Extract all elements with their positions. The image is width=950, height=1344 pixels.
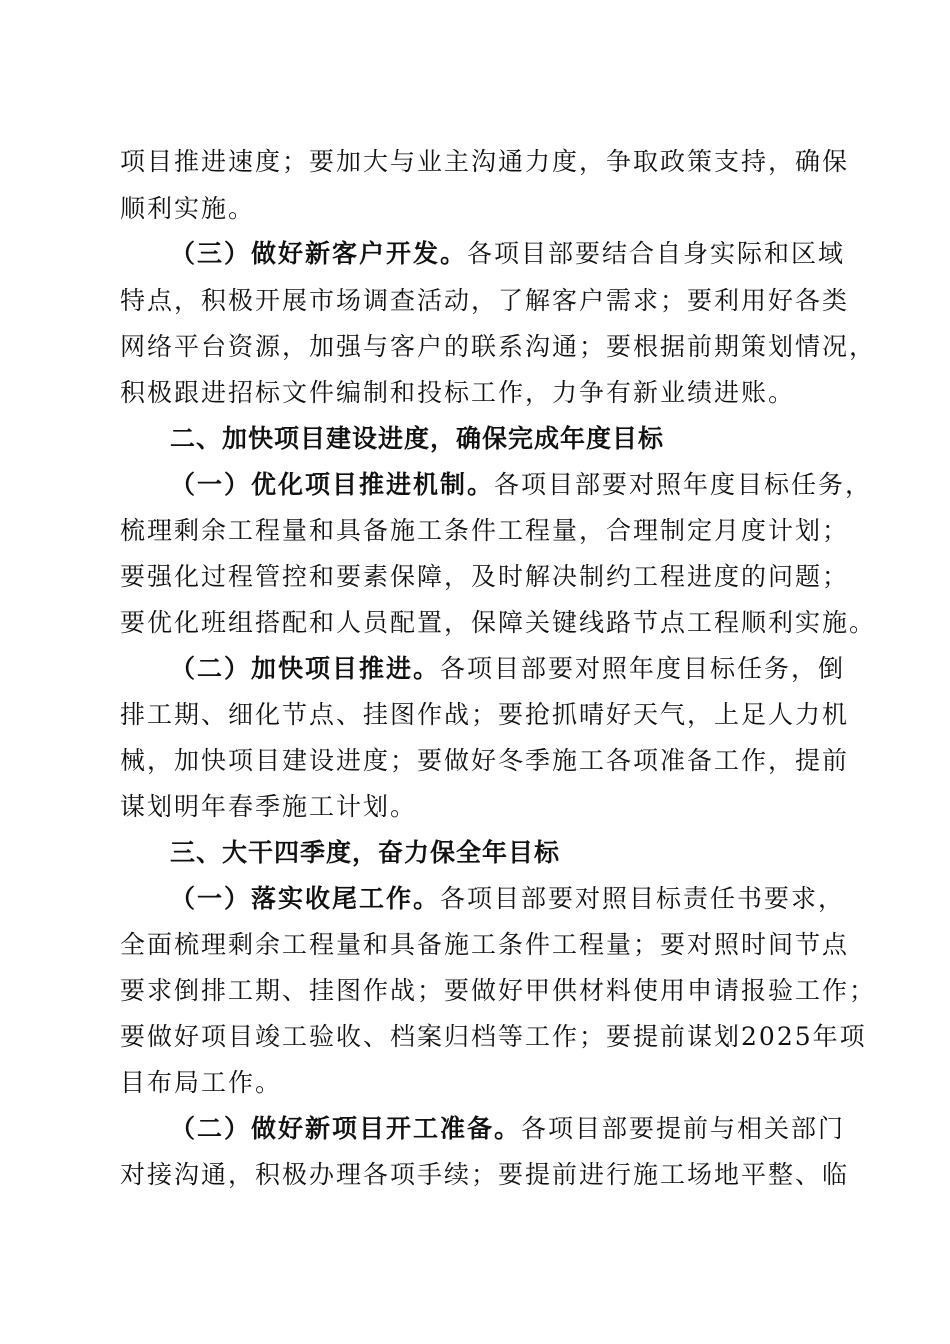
paragraph-lead: （一）落实收尾工作。 <box>170 884 441 913</box>
body-text-line: 要做好项目竣工验收、档案归档等工作；要提前谋划2025年项 <box>120 1022 867 1051</box>
paragraph-lead: （一）优化项目推进机制。 <box>170 470 495 499</box>
body-text-line: 网络平台资源，加强与客户的联系沟通；要根据前期策划情况， <box>120 332 877 361</box>
paragraph-first-line <box>170 647 846 691</box>
body-text-line: 特点，积极开展市场调查活动，了解客户需求；要利用好各类 <box>120 286 850 315</box>
paragraph-lead: （二）加快项目推进。 <box>170 654 441 683</box>
paragraph-lead: （二）做好新项目开工准备。 <box>170 1114 522 1143</box>
paragraph-first-text: 各项目部要对照年度目标任务，倒 <box>440 654 846 683</box>
body-text-line: 全面梳理剩余工程量和具备施工条件工程量；要对照时间节点 <box>120 930 850 959</box>
paragraph-lead: （三）做好新客户开发。 <box>170 239 468 268</box>
section-heading: 三、大干四季度，奋力保全年目标 <box>170 838 561 867</box>
body-text-line: 对接沟通，积极办理各项手续；要提前进行施工场地平整、临 <box>120 1160 850 1189</box>
body-text-line: 积极跟进招标文件编制和投标工作，力争有新业绩进账。 <box>120 378 796 407</box>
paragraph-first-text: 各项目部要对照年度目标任务， <box>494 470 873 499</box>
body-text-line: 械，加快项目建设进度；要做好冬季施工各项准备工作，提前 <box>120 746 850 775</box>
body-text-line: 项目推进速度；要加大与业主沟通力度，争取政策支持，确保 <box>120 147 850 176</box>
paragraph-first-line <box>170 232 846 276</box>
paragraph-first-text: 各项目部要结合自身实际和区域 <box>467 239 846 268</box>
paragraph-first-text: 各项目部要提前与相关部门 <box>521 1114 846 1143</box>
paragraph-first-line <box>170 877 846 921</box>
body-text-line: 要优化班组搭配和人员配置，保障关键线路节点工程顺利实施。 <box>120 608 877 637</box>
body-text-line: 目布局工作。 <box>120 1068 283 1097</box>
paragraph-first-text: 各项目部要对照目标责任书要求， <box>440 884 846 913</box>
section-heading: 二、加快项目建设进度，确保完成年度目标 <box>170 424 665 453</box>
body-text-line: 顺利实施。 <box>120 194 256 223</box>
body-text-line: 排工期、细化节点、挂图作战；要抢抓晴好天气，上足人力机 <box>120 700 850 729</box>
body-text-line: 谋划明年春季施工计划。 <box>120 792 418 821</box>
paragraph-first-line <box>170 463 873 507</box>
body-text-line: 要求倒排工期、挂图作战；要做好甲供材料使用申请报验工作； <box>120 976 877 1005</box>
body-text-line: 梳理剩余工程量和具备施工条件工程量，合理制定月度计划； <box>120 516 850 545</box>
paragraph-first-line <box>170 1107 846 1151</box>
body-text-line: 要强化过程管控和要素保障，及时解决制约工程进度的问题； <box>120 562 850 591</box>
